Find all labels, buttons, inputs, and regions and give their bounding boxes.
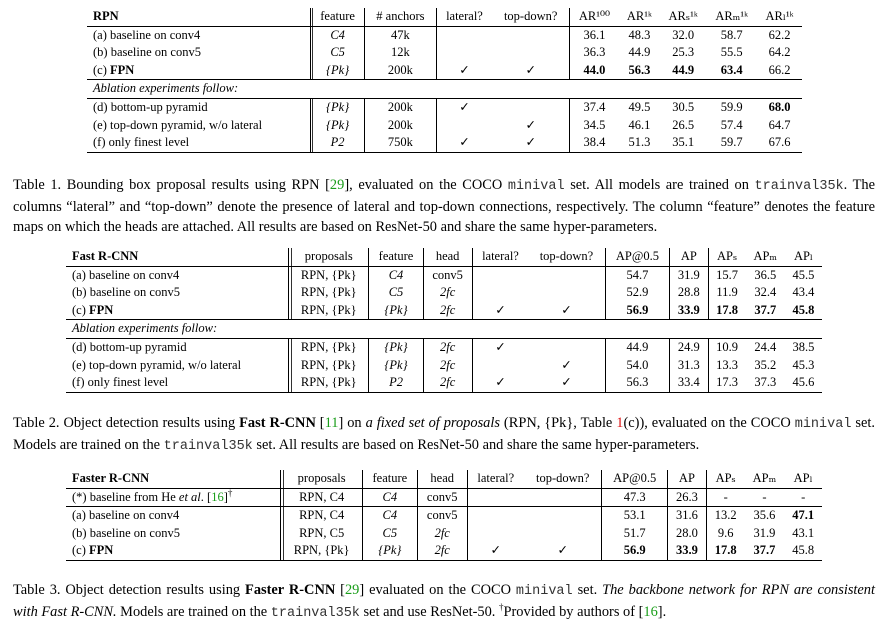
table2-header-ap50: AP@0.5 [605,248,670,266]
table3-header-ap50: AP@0.5 [602,470,668,488]
table2-header-apm: APₘ [753,249,778,263]
table-row: (a) baseline on conv4 RPN, {Pk} C4 conv5 54.7 31.9 15.7 36.5 45.5 [66,266,822,284]
table2-header-head: head [423,248,472,266]
table-2 [66,248,822,393]
table-row: (d) bottom-up pyramid RPN, {Pk} {Pk} 2fc ✓ 44.9 24.9 10.9 24.4 38.5 [66,338,822,356]
table-row: (f) only finest level P2 750k ✓ ✓ 38.4 51.3 35.1 59.7 67.6 [87,134,802,152]
table-row: (b) baseline on conv5 RPN, C5 C5 2fc 51.7 28.0 9.6 31.9 43.1 [66,525,822,543]
table2-header-ap: AP [670,248,708,266]
table1-header-anchors: # anchors [365,8,436,26]
table2-header-lateral: lateral? [482,249,519,263]
table-row: (*) baseline from He et al. [16]† RPN, C4 C4 conv5 47.3 26.3 - - - [66,488,822,507]
table3-header-method: Faster R-CNN [66,470,281,488]
table2-header-feature: feature [369,248,423,266]
table1-header-arl: ARₗ¹ᵏ [765,9,794,23]
table2-header-method: Fast R-CNN [66,248,289,266]
table1-header-ars: ARₛ¹ᵏ [668,9,698,23]
table-row: (f) only finest level RPN, {Pk} P2 2fc ✓ ✓ 56.3 33.4 17.3 37.3 45.6 [66,374,822,392]
table1-caption: Table 1. Bounding box proposal results using RPN [29], evaluated on the COCO minival set. All models are trained on trainval35k. The columns “lateral” and “top-down” denote the presence of lateral and top-down connections, respectively. The column “feature” denotes the feature maps on which the heads are attached. All results are based on ResNet-50 and share the same hyper-parameters. [13,177,875,235]
table1-ablation-label: Ablation experiments follow: [87,80,802,99]
table3-header-ap: AP [668,470,707,488]
table2-header-proposals: proposals [289,248,369,266]
table-row: (e) top-down pyramid, w/o lateral {Pk} 200k ✓ 34.5 46.1 26.5 57.4 64.7 [87,117,802,135]
table3-header-lateral: lateral? [477,471,515,485]
table1-header-arm: ARₘ¹ᵏ [715,9,749,23]
table-3 [66,470,822,561]
table-1 [87,8,802,153]
table3-header-apm: APₘ [752,471,777,485]
table2-header-aps: APₛ [716,249,738,263]
table3-header-topdown: top-down? [524,470,602,488]
table1-header-topdown: top-down? [492,8,569,26]
table3-header-feature: feature [362,470,417,488]
table3-caption: Table 3. Object detection results using Faster R-CNN [29] evaluated on the COCO minival set. The backbone network for RPN are consistent with Fast R-CNN. Models are trained on the trainval35k set and use ResNet-50. †Provided by authors of [16]. [13,582,875,621]
table3-header-proposals: proposals [281,470,362,488]
table-row: (e) top-down pyramid, w/o lateral RPN, {Pk} {Pk} 2fc ✓ 54.0 31.3 13.3 35.2 45.3 [66,357,822,375]
table-row: (a) baseline on conv4 RPN, C4 C4 conv5 53.1 31.6 13.2 35.6 47.1 [66,507,822,525]
table-row: (b) baseline on conv5 C5 12k 36.3 44.9 25.3 55.5 64.2 [87,44,802,62]
table-row: (a) baseline on conv4 C4 47k 36.1 48.3 32.0 58.7 62.2 [87,26,802,44]
table1-header-ar1k: AR¹ᵏ [626,9,652,23]
table1-header-lateral: lateral? [446,9,483,23]
table-row: (c) FPN RPN, {Pk} {Pk} 2fc ✓ ✓ 56.9 33.9 17.8 37.7 45.8 [66,542,822,560]
table2-caption: Table 2. Object detection results using Fast R-CNN [11] on a fixed set of proposals (RPN, {Pk}, Table 1(c)), evaluated on the COCO minival set. Models are trained on the trainval35k set. All results are based on ResNet-50 and share the same hyper-parameters. [13,415,875,454]
table3-header-aps: APₛ [715,471,736,485]
table3-header-apl: APₗ [793,471,813,485]
table1-header-ar100: AR¹⁰⁰ [578,9,610,23]
table-row: (c) FPN RPN, {Pk} {Pk} 2fc ✓ ✓ 56.9 33.9 17.8 37.7 45.8 [66,302,822,320]
table1-header-feature: feature [310,8,364,26]
table-row: (c) FPN {Pk} 200k ✓ ✓ 44.0 56.3 44.9 63.4 66.2 [87,62,802,80]
table1-header-method: RPN [87,8,310,26]
table2-header-topdown: top-down? [528,248,605,266]
table3-header-head: head [417,470,467,488]
table-row: (d) bottom-up pyramid {Pk} 200k ✓ 37.4 49.5 30.5 59.9 68.0 [87,98,802,116]
table2-header-apl: APₗ [793,249,813,263]
table2-ablation-label: Ablation experiments follow: [66,320,822,339]
table-row: (b) baseline on conv5 RPN, {Pk} C5 2fc 52.9 28.8 11.9 32.4 43.4 [66,284,822,302]
